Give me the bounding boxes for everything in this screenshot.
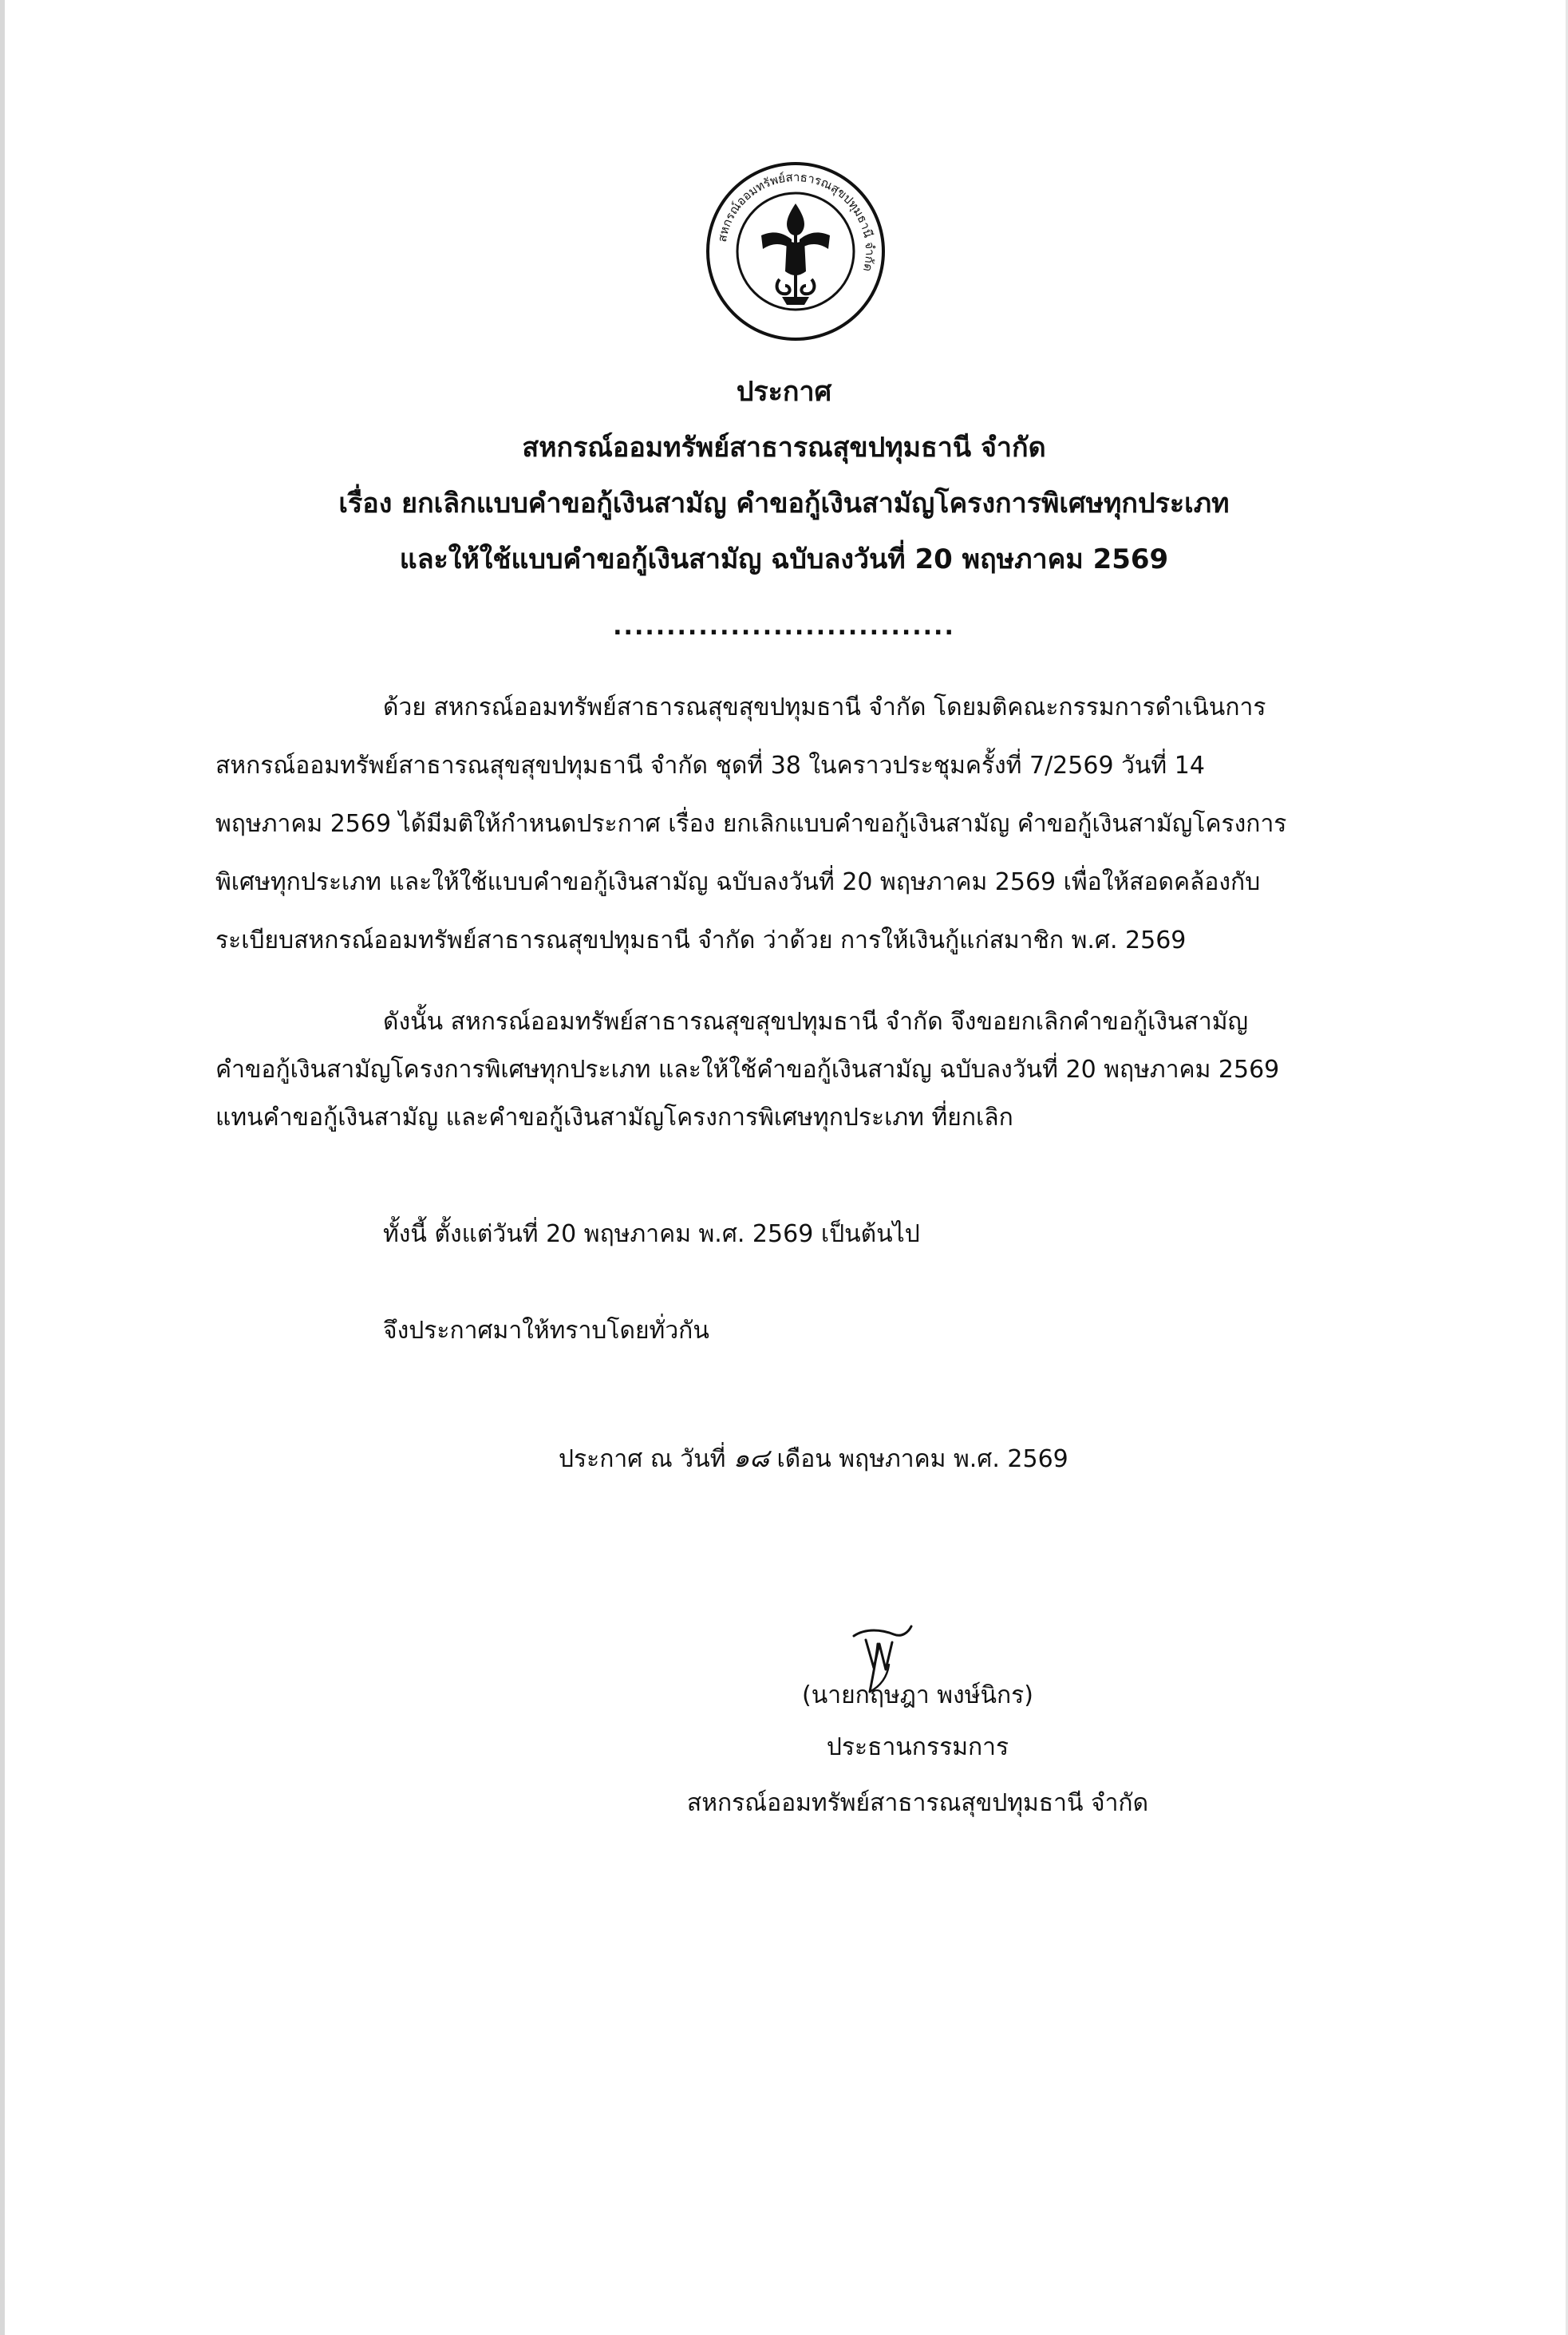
date-prefix: ประกาศ ณ วันที่ [559,1445,726,1473]
date-day-handwritten: ๑๘ [733,1443,769,1473]
paragraph-line: ระเบียบสหกรณ์ออมทรัพย์สาธารณสุขปทุมธานี จำกัด ว่าด้วย การให้เงินกู้แก่สมาชิก พ.ศ. 2569 [215,926,1187,954]
announcement-heading: ประกาศ [736,376,832,408]
paragraph-line: พฤษภาคม 2569 ได้มีมติให้กำหนดประกาศ เรื่อง ยกเลิกแบบคำขอกู้เงินสามัญ คำขอกู้เงินสามัญโครงการ [215,810,1287,838]
paragraph-2 [215,998,1365,1142]
closing-text: จึงประกาศมาให้ทราบโดยทั่วกัน [383,1317,709,1345]
cooperative-seal-logo [704,160,887,343]
paragraph-1 [215,678,1365,970]
signer-title: ประธานกรรมการ [826,1733,1009,1761]
paragraph-line: ด้วย สหกรณ์ออมทรัพย์สาธารณสุขสุขปทุมธานี จำกัด โดยมติคณะกรรมการดำเนินการ [383,693,1266,721]
paragraph-line: สหกรณ์ออมทรัพย์สาธารณสุขสุขปทุมธานี จำกัด ชุดที่ 38 ในคราวประชุมครั้งที่ 7/2569 วันที่ 14 [215,752,1205,780]
paragraph-line: ดังนั้น สหกรณ์ออมทรัพย์สาธารณสุขสุขปทุมธานี จำกัด จึงขอยกเลิกคำขอกู้เงินสามัญ [383,1008,1249,1036]
scan-edge-left [0,0,5,2335]
paragraph-line: พิเศษทุกประเภท และให้ใช้แบบคำขอกู้เงินสามัญ ฉบับลงวันที่ 20 พฤษภาคม 2569 เพื่อให้สอดคล้องกับ [215,868,1261,896]
heading-separator: ................................ [613,613,955,641]
paragraph-4 [215,1302,1365,1360]
signer-name: (นายกฤษฎา พงษ์นิกร) [802,1681,1033,1709]
svg-text:สหกรณ์ออมทรัพย์สาธารณสุขปทุมธา: สหกรณ์ออมทรัพย์สาธารณสุขปทุมธานี จำกัด [714,169,878,274]
organization-heading: สหกรณ์ออมทรัพย์สาธารณสุขปทุมธานี จำกัด [522,432,1046,464]
date-suffix: เดือน พฤษภาคม พ.ศ. 2569 [776,1445,1068,1473]
signer-organization: สหกรณ์ออมทรัพย์สาธารณสุขปทุมธานี จำกัด [686,1789,1149,1817]
paragraph-3 [215,1205,1365,1263]
paragraph-line: คำขอกู้เงินสามัญโครงการพิเศษทุกประเภท และให้ใช้คำขอกู้เงินสามัญ ฉบับลงวันที่ 20 พฤษภาคม 2569 [215,1056,1280,1084]
paragraph-line: แทนคำขอกู้เงินสามัญ และคำขอกู้เงินสามัญโครงการพิเศษทุกประเภท ที่ยกเลิก [215,1104,1013,1132]
subject-heading-continued: และให้ใช้แบบคำขอกู้เงินสามัญ ฉบับลงวันที่ 20 พฤษภาคม 2569 [399,543,1169,575]
subject-heading: เรื่อง ยกเลิกแบบคำขอกู้เงินสามัญ คำขอกู้เงินสามัญโครงการพิเศษทุกประเภท [338,488,1230,520]
effective-date-text: ทั้งนี้ ตั้งแต่วันที่ 20 พฤษภาคม พ.ศ. 2569 เป็นต้นไป [383,1220,920,1248]
announcement-date [559,1438,1068,1480]
